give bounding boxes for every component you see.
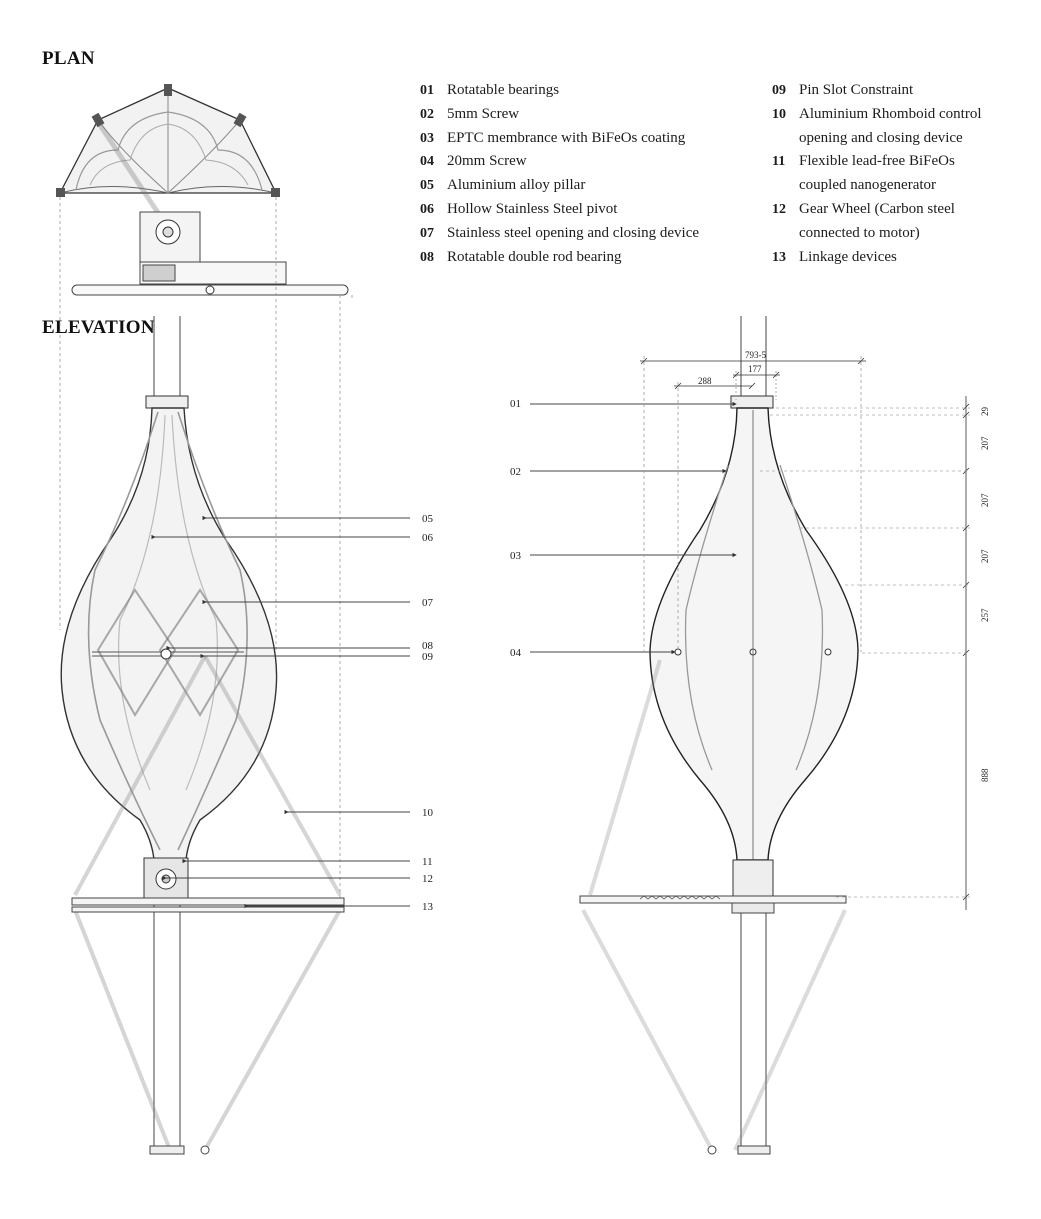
callout-02: 02 <box>510 466 521 478</box>
plan-heading: PLAN <box>42 48 95 69</box>
legend-text: 20mm Screw <box>447 153 527 170</box>
dimension-label: 257 <box>980 608 990 622</box>
dimension-label: 29 <box>980 407 990 416</box>
legend-number: 04 <box>420 154 434 170</box>
dimension-label: 177 <box>748 364 762 374</box>
callout-08: 08 <box>422 640 433 652</box>
right-elevation <box>580 316 858 1154</box>
legend-continuation: connected to motor) <box>799 224 920 241</box>
callout-01: 01 <box>510 398 521 410</box>
dimension-label: 207 <box>980 549 990 563</box>
side-dimension-labels <box>980 407 990 783</box>
top-dimension-labels <box>698 350 766 386</box>
callout-05: 05 <box>422 513 433 525</box>
legend-text: Flexible lead-free BiFeOs <box>799 153 955 170</box>
legend-text: Rotatable double rod bearing <box>447 248 622 265</box>
callout-09: 09 <box>422 651 433 663</box>
left-elevation <box>61 316 344 1154</box>
legend-text: Stainless steel opening and closing device <box>447 224 700 241</box>
legend-number: 10 <box>772 106 786 122</box>
legend-number: 07 <box>420 225 434 241</box>
legend-number: 06 <box>420 201 434 217</box>
dimension-label: 288 <box>698 376 712 386</box>
legend-number: 12 <box>772 201 786 217</box>
legend-continuation: opening and closing device <box>799 129 963 146</box>
legend-text: Gear Wheel (Carbon steel <box>799 200 955 217</box>
legend-text: Rotatable bearings <box>447 82 560 98</box>
plan-drawing <box>56 84 348 295</box>
dimension-label: 207 <box>980 493 990 507</box>
callout-06: 06 <box>422 532 433 544</box>
dimension-label: 207 <box>980 436 990 450</box>
right-callout-labels <box>510 398 522 659</box>
legend-text: Hollow Stainless Steel pivot <box>447 200 618 217</box>
callout-12: 12 <box>422 873 433 885</box>
legend-number: 11 <box>772 154 786 170</box>
callout-07: 07 <box>422 597 433 609</box>
dimension-label: 888 <box>980 768 990 782</box>
left-callout-labels <box>422 513 434 913</box>
legend-continuation: coupled nanogenerator <box>799 177 937 194</box>
legend-number: 05 <box>420 178 434 194</box>
elevation-heading: ELEVATION <box>42 317 155 338</box>
legend-number: 03 <box>420 130 434 146</box>
dimension-label: 793-5 <box>745 350 766 360</box>
callout-04: 04 <box>510 647 521 659</box>
legend-number: 01 <box>420 83 434 98</box>
legend-number: 02 <box>420 106 434 122</box>
legend-text: Aluminium Rhomboid control <box>799 105 982 122</box>
legend-text: Linkage devices <box>799 248 897 265</box>
legend-number: 13 <box>772 249 786 265</box>
callout-13: 13 <box>422 901 433 913</box>
callout-10: 10 <box>422 807 433 819</box>
legend-text: Pin Slot Constraint <box>799 82 914 98</box>
legend-text: 5mm Screw <box>447 105 520 122</box>
legend-number: 09 <box>772 83 786 98</box>
legend-text: EPTC membrance with BiFeOs coating <box>447 129 686 146</box>
legend-number: 08 <box>420 249 434 265</box>
callout-11: 11 <box>422 856 433 868</box>
legend-text: Aluminium alloy pillar <box>447 177 586 194</box>
callout-03: 03 <box>510 550 521 562</box>
